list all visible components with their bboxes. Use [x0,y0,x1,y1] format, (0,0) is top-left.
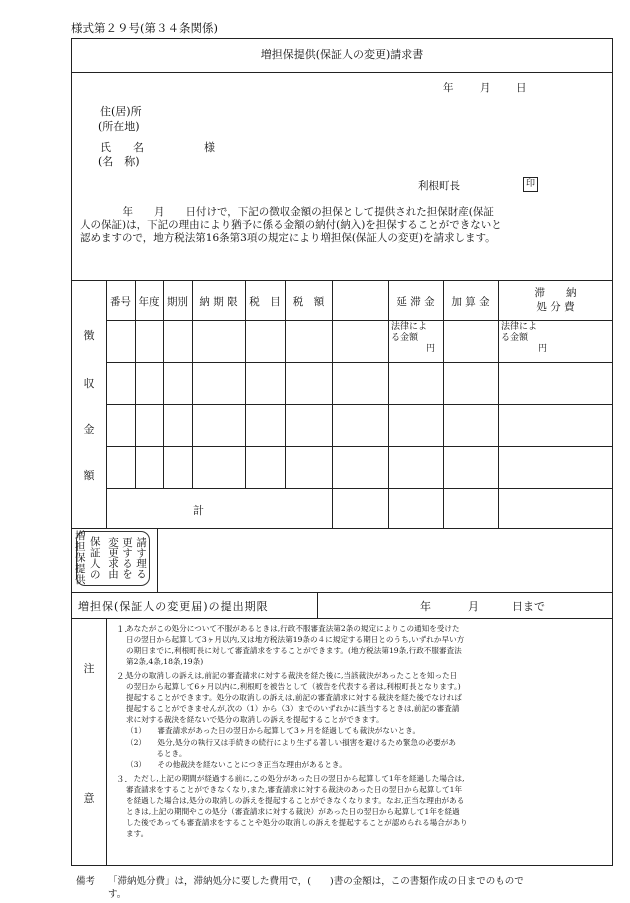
issuer-name: 利根町長 [418,180,460,192]
total-label: 計 [193,504,204,517]
table-bottom-border [71,528,613,529]
table-header-bottom [106,320,613,321]
note-line: 第2条,4条,18条,19条) [126,657,204,667]
table-col-line [332,280,333,528]
note-line: （1） 審査請求があった日の翌日から起算して3ヶ月を経過しても裁決がないとき。 [126,726,421,736]
note-line: 審査請求をすることができなくなり,また,審査請求に対する裁決のあった日の翌日から起算して1年 [126,785,463,795]
legal-note-yen: 円 [538,344,548,354]
header-tax-item: 税 目 [249,296,281,308]
reason-side-char: 担 [75,541,86,553]
note-line: ときは,上記の期間やこの処分（審査請求に対する裁決）があった日の翌日から起算して1年を経過 [126,807,460,817]
reason-col [90,537,101,581]
note-line: （2） 処分,処分の執行又は手続きの続行により生ずる著しい損害を避けるため緊急の必要があ [126,737,456,747]
deadline-label: 増担保(保証人の変更届)の提出期限 [78,600,269,613]
header-tax-amount: 税 額 [292,296,325,308]
note-2-text [126,670,462,770]
legal-note-line-2: る金額 [391,333,419,343]
table-col-line [163,280,164,488]
note-1-text [126,623,464,667]
deadline-month: 月 [468,600,479,613]
header-disposition-cost-2: 処 分 費 [536,301,575,313]
reason-col-char: 証 [90,547,101,559]
reason-col-char: の [90,569,101,581]
remarks-line-1: 「滞納処分費」は，滞納処分に要した費用で，( )書の金額は，この書類作成の日までのもので [108,876,524,887]
table-col-line [135,280,136,488]
header-number: 番号 [110,296,131,308]
honorific: 様 [204,141,215,154]
note-number: ３. [116,775,128,785]
divider [71,72,613,73]
header-period: 期別 [167,296,188,308]
reason-col-char: 保 [90,536,101,548]
deadline-until: 日まで [512,600,545,613]
legal-note-line-2: る金額 [501,333,529,343]
reason-label-3: 請す理る [135,537,147,579]
reason-side-col [75,531,86,586]
table-top-border [71,280,613,281]
table-row-line [106,362,613,363]
name-label: 氏 名 [100,141,144,154]
note-line: ます。 [126,829,149,839]
header-disposition-cost-1: 滞 納 [534,287,577,299]
table-col-line [388,280,389,528]
note-line: あなたがこの処分について不服があるときは,行政不服審査法第2条の規定によりこの通知を受けた [126,624,460,633]
note-number: １. [116,625,128,635]
note-line: るとき。 [126,748,187,758]
table-col-line [245,280,246,488]
deadline-divider [317,592,318,618]
header-additional-tax: 加 算 金 [451,296,490,308]
table-row-line [106,446,613,447]
date-day-label: 日 [516,82,527,94]
note-line: の期日までに,利根町長に対して審査請求をすることができます。(地方税法第19条,行政不服審査法 [126,646,462,656]
reason-col-char: 人 [90,558,101,570]
note-3-text [126,773,468,840]
date-year-label: 年 [443,82,454,94]
name-sub-label: (名 称) [98,155,140,168]
notes-side-char: 注 [83,662,95,675]
table-col-line [285,280,286,488]
note-line: 求に対する裁決を経ないで処分の取消しの訴えを提起することができます。 [126,715,384,725]
form-number: 様式第２９号(第３４条関係) [71,21,218,35]
document-title: 増担保提供(保証人の変更)請求書 [260,48,424,61]
note-line: 提起することができませんが,次の（1）から（3）までのいずれかに該当するときは,前記の審査請 [126,704,460,714]
address-sub-label: (所在地) [98,120,140,133]
table-col-line [192,280,193,488]
side-label-char: 金 [83,423,95,436]
reason-label-2: 更するを [121,537,133,579]
divider [71,618,613,619]
side-label-char: 収 [83,377,95,390]
reason-divider [157,528,158,592]
side-label-char: 額 [83,469,95,482]
legal-note-line-1: 法律によ [391,322,428,332]
table-row-line [106,404,613,405]
divider [71,592,613,593]
side-label-char: 徴 [83,329,95,342]
reason-label-1: 変更求由 [107,537,119,579]
note-line: 処分の取消しの訴えは,前記の審査請求に対する裁決を経た後に,当該裁決があったことを知った日 [126,671,458,680]
legal-note-yen: 円 [426,344,436,354]
date-month-label: 月 [480,82,491,94]
note-line: 日の翌日から起算して3ヶ月以内,又は地方税法第19条の４に規定する期日とのうち,いずれか早い方 [126,635,465,645]
note-line: （3） その他裁決を経ないことにつき正当な理由があるとき。 [126,759,347,769]
note-line: を経過した場合は,処分の取消しの訴えを提起することができなくなります。なお,正当な理由がある [126,796,465,806]
reason-side-char: 増 [75,530,86,542]
table-row-line [106,488,613,489]
header-fiscal-year: 年度 [138,296,160,308]
note-line: ただし,上記の期間が経過する前に,この処分があった日の翌日から起算して1年を経過した場合は, [126,774,465,783]
address-label: 住(居)所 [100,105,142,118]
body-line-1: 年 月 日付けで，下記の徴収金額の担保として提供された担保財産(保証 [112,206,494,218]
header-due-date: 納 期 限 [199,296,238,308]
reason-side-char: 保 [75,552,86,564]
remarks-line-2: す。 [108,889,127,900]
body-line-3: 認めますので，地方税法第16条第3項の規定により増担保(保証人の変更)を請求します。 [80,232,496,244]
remarks-label: 備考 [76,876,96,887]
reason-side-char: 供 [75,574,86,586]
table-col-line [498,280,499,528]
body-line-2: 人の保証)は，下記の理由により猶予に係る金額の納付(納入)を担保することができないと [80,219,502,231]
notes-side-char: 意 [83,792,95,805]
header-delinquency-charge: 延 滞 金 [396,296,435,308]
note-line: した後であっても審査請求をすることや処分の取消しの訴えを提起することが認められる場合があり [126,818,468,828]
reason-side-char: 提 [75,563,86,575]
note-line: 提起することができます。処分の取消しの訴えは,前記の審査請求に対する裁決を経た後でなければ [126,693,462,703]
deadline-year: 年 [420,600,431,613]
seal-box [523,177,538,192]
seal-mark: 印 [525,179,535,189]
table-col-line [106,280,107,528]
note-line: の翌日から起算して6ヶ月以内に,利根町を被告として（被告を代表する者は,利根町長となります。) [126,682,461,692]
table-col-line [443,280,444,528]
notes-divider [106,618,107,866]
legal-note-line-1: 法律によ [501,322,538,332]
note-number: ２. [116,672,128,682]
